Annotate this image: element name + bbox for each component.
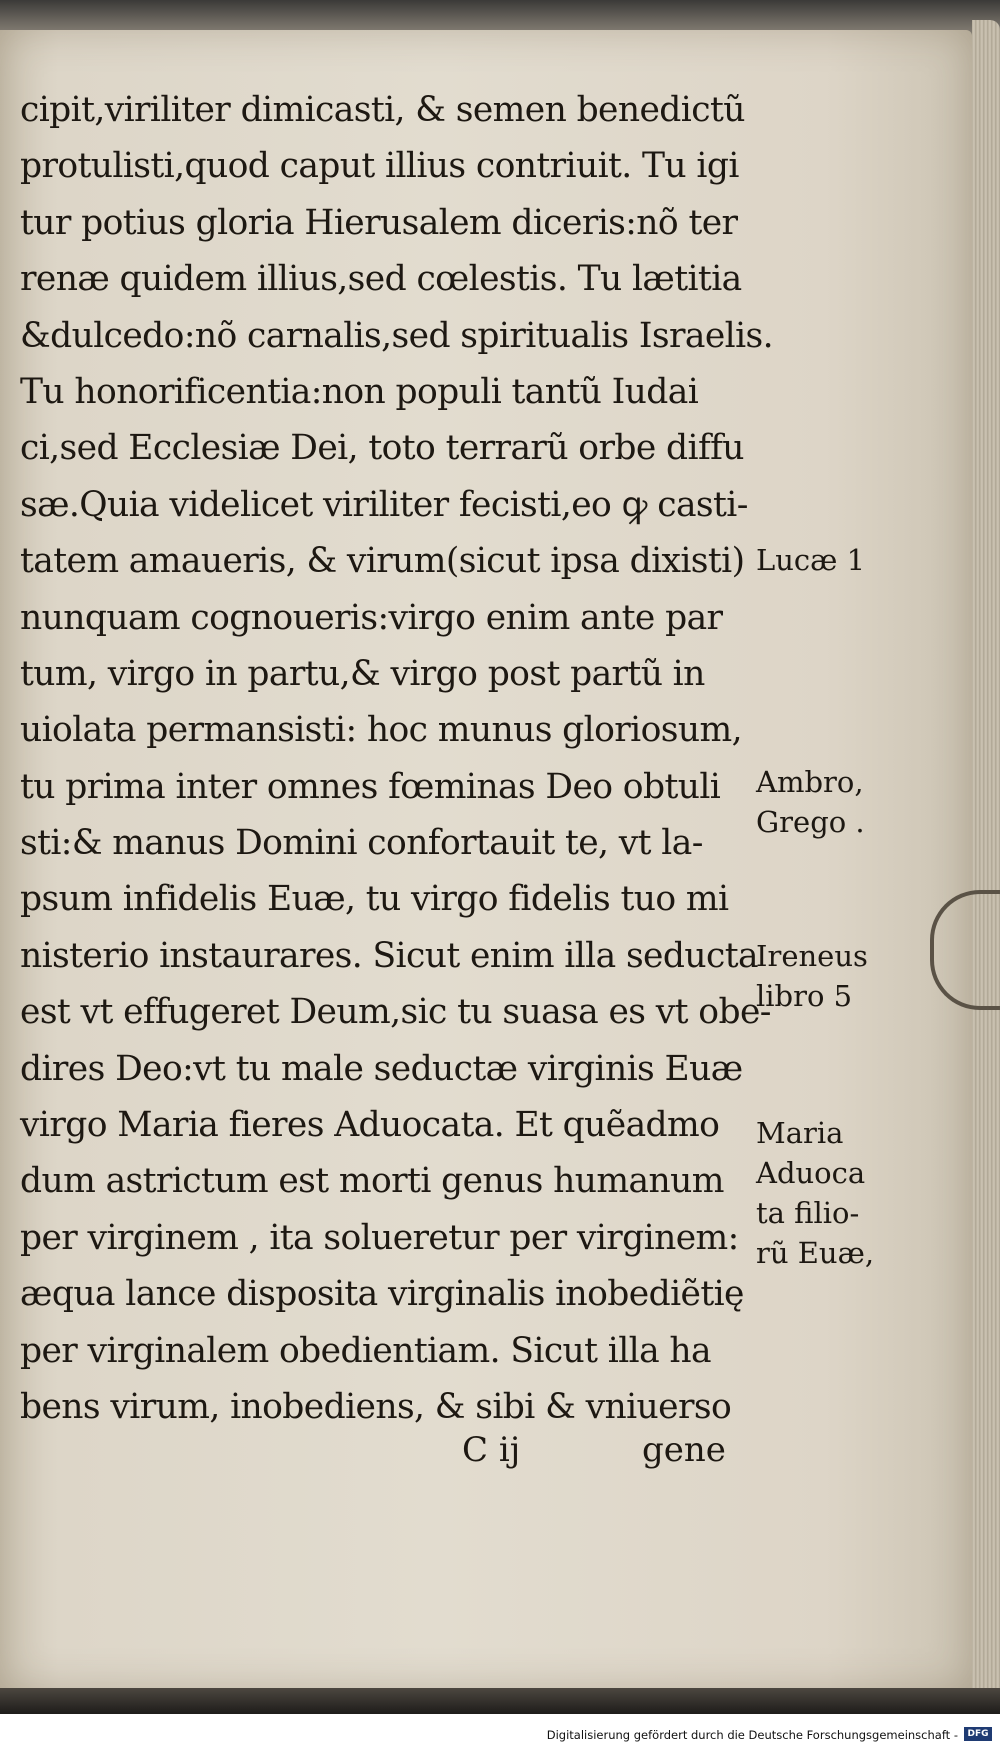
text-line: &dulcedo:nõ carnalis,sed spiritualis Israelis. [20,315,773,356]
text-line: nisterio instaurares. Sicut enim illa seducta [20,935,758,976]
margin-note-line: Maria [756,1116,844,1150]
text-line: sæ.Quia videlicet viriliter fecisti,eo ꝙ casti- [20,484,748,525]
text-line: æqua lance disposita virginalis inobediẽtię [20,1274,744,1315]
margin-note-irenaeus [756,936,906,1016]
text-line: dires Deo:vt tu male seductæ virginis Euæ [20,1048,743,1089]
funding-credit: Digitalisierung gefördert durch die Deutsche Forschungsgemeinschaft - [546,1728,958,1742]
text-line: per virginem , ita solueretur per virginem: [20,1217,739,1258]
signature-mark: C ij [462,1430,521,1470]
margin-note-line: ta filio- [756,1196,860,1230]
text-line: nunquam cognoueris:virgo enim ante par [20,597,723,638]
text-line: per virginalem obedientiam. Sicut illa ha [20,1330,712,1371]
text-line: cipit,viriliter dimicasti, & semen benedictũ [20,90,745,130]
margin-note-line: libro 5 [756,979,853,1013]
margin-note-line: Ambro, [756,765,864,799]
margin-note-line: Grego . [756,805,865,839]
text-line: bens virum, inobediens, & sibi & vniuerso [20,1386,732,1427]
catchword: gene [642,1430,726,1470]
margin-note-line: Ireneus [756,939,868,973]
margin-note-line: Lucæ 1 [756,543,866,577]
margin-note-ambrose [756,762,906,842]
margin-note-line: Aduoca [756,1156,866,1190]
text-line: protulisti,quod caput illius contriuit. Tu igi [20,146,739,187]
text-line: tu prima inter omnes fœminas Deo obtuli [20,766,721,807]
text-line: est vt effugeret Deum,sic tu suasa es vt obe- [20,992,771,1033]
text-line: tur potius gloria Hierusalem diceris:nõ ter [20,202,738,243]
text-line: tatem amaueris, & virum(sicut ipsa dixisti) [20,541,745,582]
scan-bottom-edge [0,1688,1000,1714]
dfg-logo: DFG [964,1727,992,1741]
text-line: uiolata permansisti: hoc munus gloriosum, [20,710,742,751]
margin-note-maria [756,1113,906,1273]
text-line: psum infidelis Euæ, tu virgo fidelis tuo mi [20,879,729,920]
text-line: tum, virgo in partu,& virgo post partũ in [20,653,705,694]
text-line: ci,sed Ecclesiæ Dei, toto terrarũ orbe diffu [20,428,744,469]
margin-note-line: rũ Euæ, [756,1236,875,1270]
main-text-block [20,82,773,1435]
margin-note-luke [756,540,906,580]
page-edges [972,20,1000,1690]
text-line: Tu honorificentia:non populi tantũ Iudai [20,371,699,412]
text-line: virgo Maria fieres Aduocata. Et quẽadmo [20,1105,720,1146]
text-line: dum astrictum est morti genus humanum [20,1161,724,1202]
text-line: renæ quidem illius,sed cœlestis. Tu lætitia [20,259,742,300]
text-line: sti:& manus Domini confortauit te, vt la- [20,823,703,864]
